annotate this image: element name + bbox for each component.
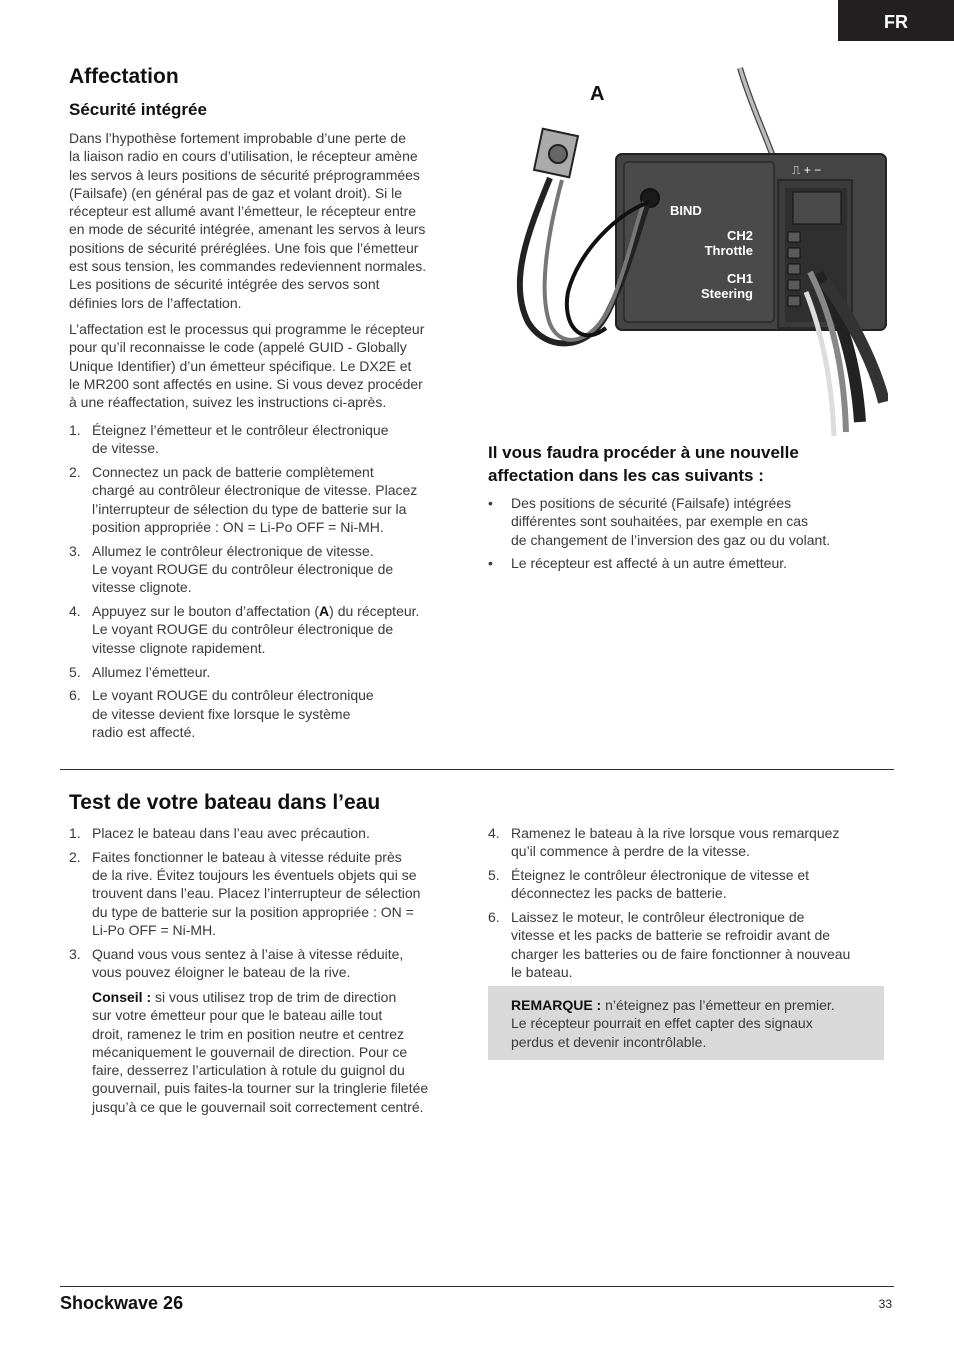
receiver-illustration [488, 62, 888, 436]
list-item: 1. Placez le bateau dans l’eau avec précaution. [69, 825, 370, 841]
note-box [488, 986, 884, 1060]
list-item: 4. Appuyez sur le bouton d’affectation (A) du récepteur. Le voyant ROUGE du contrôleur électronique de vitesse clignote rapidement. [69, 603, 420, 656]
bind-intro-paragraph: L’affectation est le processus qui programme le récepteur pour qu’il reconnaisse le code (appelé GUID - Globally Unique Identifier) d’un émetteur spécifique. Le DX2E et le MR200 sont affectés en usine. Si vous devez procéder à une réaffectation, suivez les instructions ci-après. [69, 321, 425, 411]
tip-label: Conseil : [92, 989, 152, 1005]
section-title-test: Test de votre bateau dans l’eau [69, 791, 381, 814]
subsection-title-failsafe: Sécurité intégrée [69, 100, 207, 119]
list-item: 1. Éteignez l’émetteur et le contrôleur électronique de vitesse. [69, 422, 389, 457]
ch2-label: CH2 [726, 228, 753, 243]
list-item: 6. Laissez le moteur, le contrôleur électronique de vitesse et les packs de batterie se refroidir avant de charger les batteries ou de faire fonctionner à nouveau le bateau. [488, 909, 851, 981]
page-number: 33 [878, 1297, 892, 1311]
list-item: 6. Le voyant ROUGE du contrôleur électronique de vitesse devient fixe lorsque le système radio est affecté. [69, 687, 374, 740]
footer-product-name: Shockwave 26 [60, 1293, 184, 1313]
footer-divider [60, 1286, 894, 1287]
rebind-title: Il vous faudra procéder à une nouvelle affectation dans les cas suivants : [488, 443, 799, 485]
bind-steps-list [69, 421, 469, 741]
list-item: 2. Connectez un pack de batterie complètement chargé au contrôleur électronique de vitesse. Placez l’interrupteur de sélection du type de batterie sur la position appropriée : ON = Li-Po OFF = Ni-MH. [69, 464, 418, 535]
tip-paragraph: Conseil : si vous utilisez trop de trim de direction sur votre émetteur pour que le bateau aille tout droit, ramenez le trim en position neutre et centrez mécaniquement le gouvernail de direction. Pour ce faire, desserrez l’articulation à rotule du guignol du gouvernail, puis faites-la tourner sur la tringlerie filetée jusqu’à ce que le gouvernail soit correctement centré. [92, 989, 429, 1115]
polarity-symbols: ⎍ + − [792, 163, 822, 177]
note-text: REMARQUE : n’éteignez pas l’émetteur en premier. Le récepteur pourrait en effet capter des signaux perdus et devenir incontrôlable. [511, 997, 835, 1050]
callout-a-label: A [590, 83, 605, 105]
rebind-bullet-list [488, 494, 888, 573]
section-title-affectation: Affectation [69, 65, 179, 88]
list-item: • Le récepteur est affecté à un autre émetteur. [488, 555, 788, 572]
list-item: 3. Allumez le contrôleur électronique de vitesse. Le voyant ROUGE du contrôleur électronique de vitesse clignote. [69, 542, 394, 596]
test-steps-list-left [69, 824, 469, 987]
list-item: 3. Quand vous vous sentez à l’aise à vitesse réduite, vous pouvez éloigner le bateau de la rive. [69, 945, 404, 981]
ch1-label: CH1 [726, 271, 753, 286]
test-steps-list-right [488, 824, 888, 981]
list-item: 5. Éteignez le contrôleur électronique de vitesse et déconnectez les packs de batterie. [488, 867, 810, 902]
bind-label: BIND [670, 203, 702, 218]
list-item: • Des positions de sécurité (Failsafe) intégrées différentes sont souhaitées, par exemple en cas de changement de l’inversion des gaz ou du volant. [488, 495, 831, 548]
failsafe-paragraph: Dans l’hypothèse fortement improbable d’une perte de la liaison radio en cours d’utilisation, le récepteur amène les servos à leurs positions de sécurité préprogrammées (Failsafe) (en général pas de gaz et volant droit). Si le récepteur est allumé avant l’émetteur, le récepteur entre en mode de sécurité intégrée, amenant les servos à leurs positions de sécurité préréglées. Une fois que l’émetteur est sous tension, les commandes redeviennent normales. Les positions de sécurité intégrée des servos sont définies lors de l’affectation. [69, 130, 427, 311]
list-item: 5. Allumez l’émetteur. [69, 663, 211, 680]
ch1-name: Steering [700, 286, 753, 301]
list-item: 2. Faites fonctionner le bateau à vitesse réduite près de la rive. Évitez toujours les éventuels objets qui se trouvent dans l’eau. Placez l’interrupteur de sélection du type de batterie sur la position appropriée : ON = Li-Po OFF = Ni-MH. [69, 848, 421, 938]
ch2-name: Throttle [704, 243, 753, 258]
list-item: 4. Ramenez le bateau à la rive lorsque vous remarquez qu’il commence à perdre de la vitesse. [488, 825, 840, 860]
section-divider [60, 769, 894, 770]
language-tab: FR [838, 0, 954, 41]
note-label: REMARQUE : [511, 997, 602, 1013]
